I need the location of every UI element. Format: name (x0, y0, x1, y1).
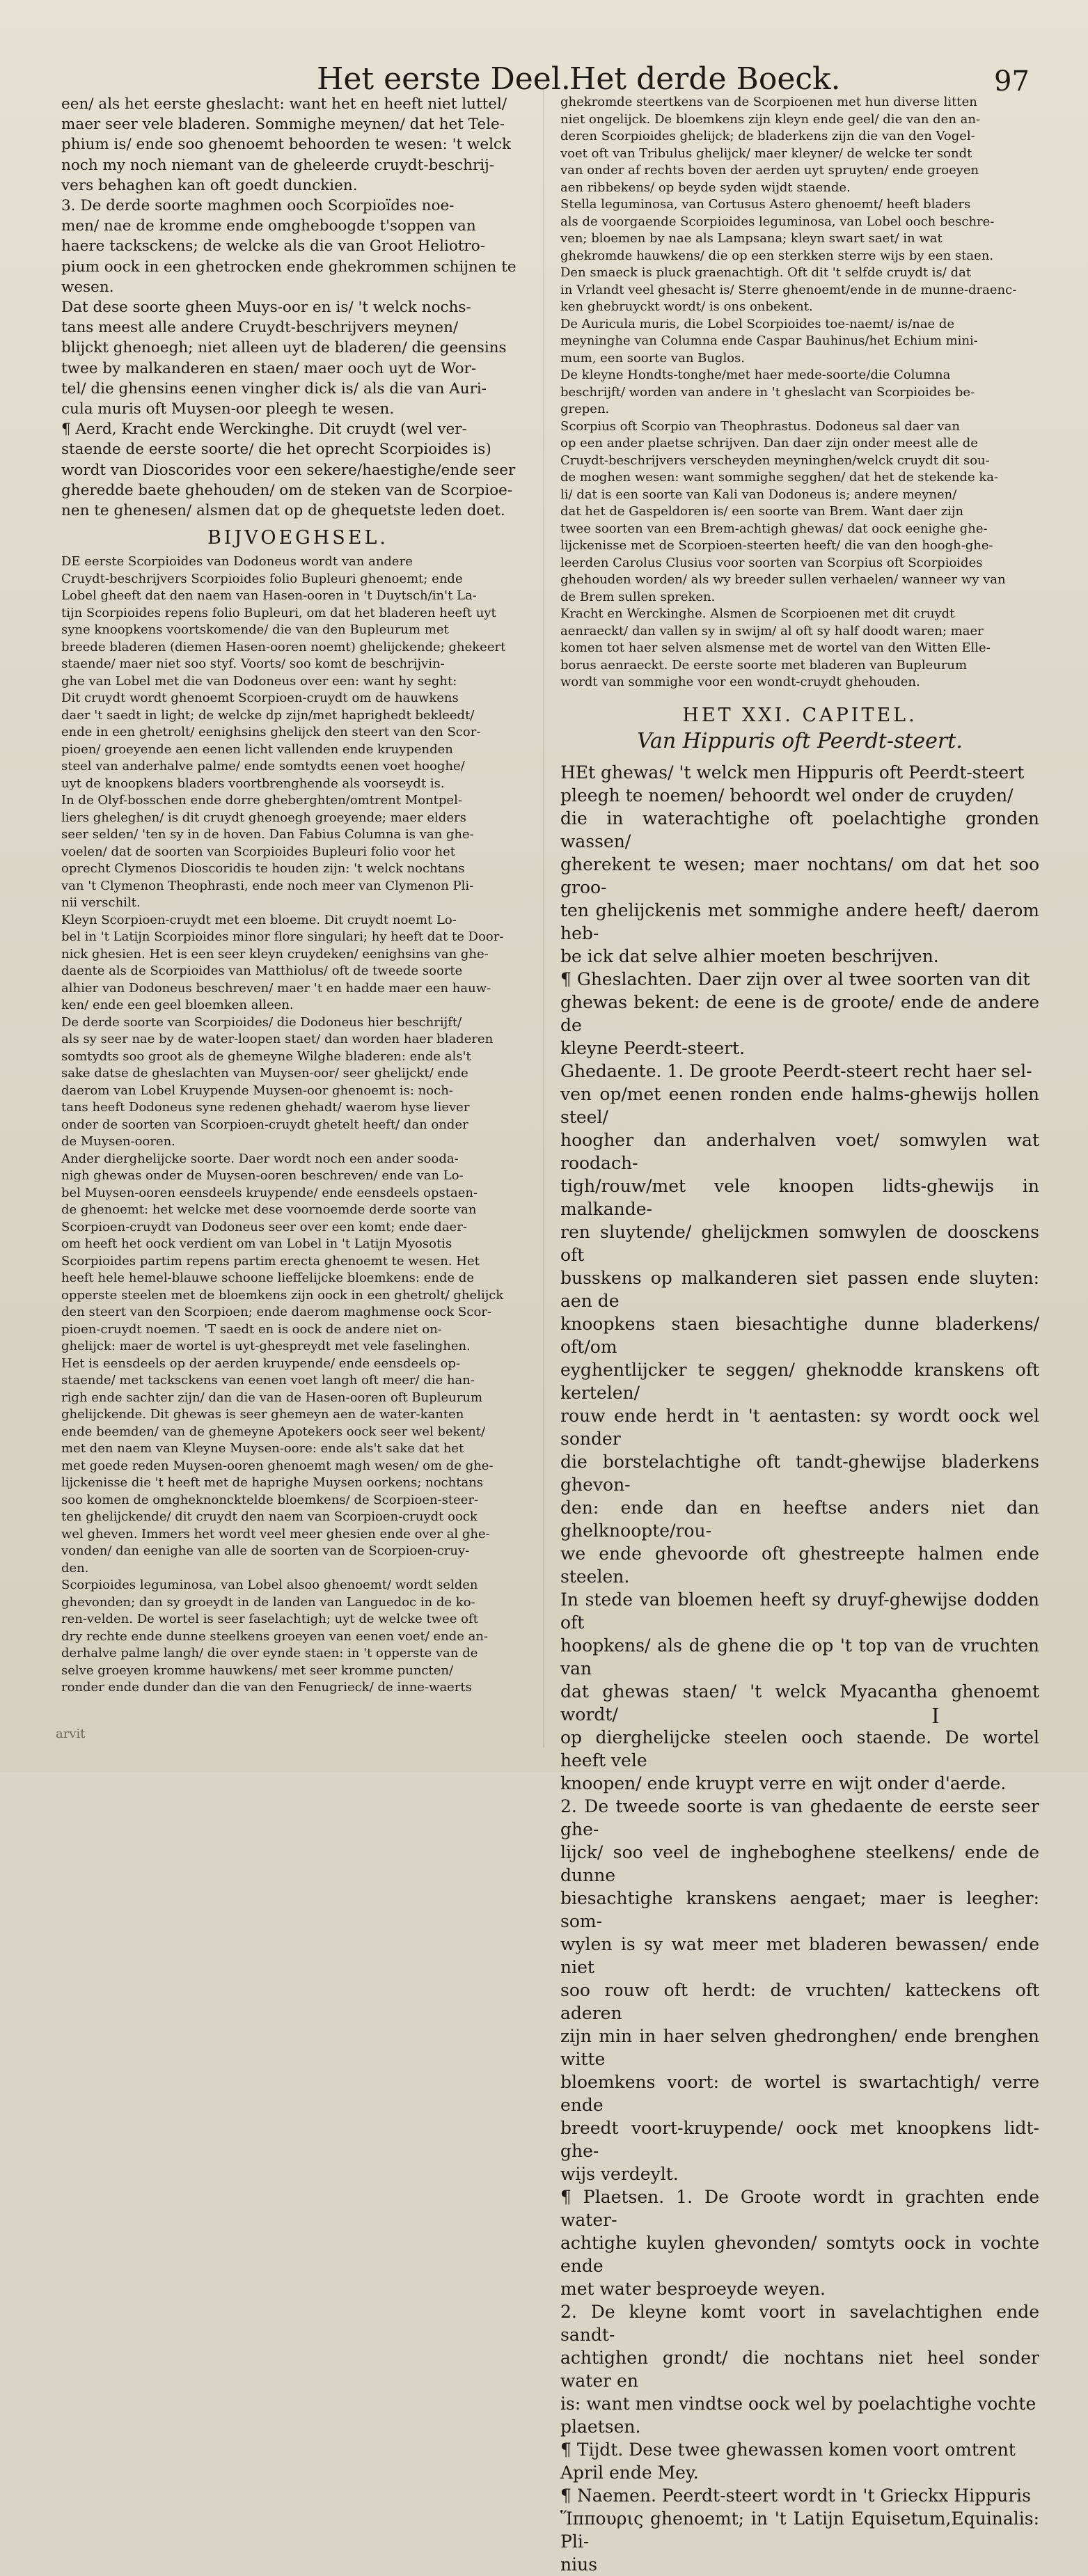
text-line: men/ nae de kromme ende omgheboogde t'soppen van (61, 217, 476, 235)
text-line: van onder af rechts boven der aerden uyt spruyten/ ende groeyen (560, 163, 979, 178)
text-line: wesen. (61, 278, 114, 296)
text-line: voelen/ dat de soorten van Scorpioides Bupleuri folio voor het (61, 844, 455, 859)
text-line: ren-velden. De wortel is seer faselachtigh; uyt de welcke twee oft (61, 1612, 478, 1627)
text-line: derhalve palme langh/ die over eynde staen: in 't opperste van de (61, 1646, 478, 1661)
text-line: Kracht en Werckinghe. Alsmen de Scorpioenen met dit cruydt (560, 606, 955, 621)
left-main-text (61, 94, 535, 521)
text-line: op dierghelijcke steelen ooch staende. De wortel heeft vele (560, 1727, 1039, 1770)
text-line: ghelijck: maer de wortel is uyt-ghespreydt met vele faselinghen. (61, 1339, 471, 1354)
text-line: wel gheven. Immers het wordt veel meer ghesien ende over al ghe- (61, 1526, 490, 1541)
header-part-title: Het eerste Deel. (317, 61, 571, 97)
text-line: wijs verdeylt. (560, 2163, 679, 2184)
text-line: ende in een ghetrolt/ eenighsins ghelijck den steert van den Scor- (61, 725, 481, 740)
text-line: staende de eerste soorte/ die het oprecht Scorpioides is) (61, 441, 491, 459)
text-line: Dat dese soorte gheen Muys-oor en is/ 't welck nochs- (61, 299, 471, 317)
right-bijvoeghsel-text (560, 94, 1039, 691)
text-line: uyt de knoopkens bladers voortbrenghende als voorseydt is. (61, 776, 445, 791)
text-line: twee by malkanderen en staen/ maer ooch uyt de Wor- (61, 359, 477, 377)
text-line: den. (61, 1560, 89, 1576)
text-line: ¶ Naemen. Peerdt-steert wordt in 't Grieckx Hippuris (560, 2485, 1031, 2506)
text-line: Scorpioides partim repens partim erecta ghenoemt te wesen. Het (61, 1253, 480, 1269)
text-line: ¶ Aerd, Kracht ende Werckinghe. Dit cruydt (wel ver- (61, 421, 467, 439)
text-line: zijn min in haer selven ghedronghen/ ende brenghen witte (560, 2025, 1039, 2069)
text-line: ghewas bekent: de eene is de groote/ ende de andere de (560, 991, 1039, 1035)
text-line: lijck/ soo veel de ingheboghene steelkens/ ende de dunne (560, 1841, 1039, 1885)
text-line: pioen-cruydt noemen. 'T saedt en is oock de andere niet on- (61, 1321, 442, 1337)
text-line: bel Muysen-ooren eensdeels kruypende/ ende eensdeels opstaen- (61, 1185, 478, 1200)
text-line: ende beemden/ van de ghemeyne Apotekers oock seer wel bekent/ (61, 1424, 486, 1439)
text-line: soo rouw oft herdt: de vruchten/ katteckens oft aderen (560, 1979, 1039, 2023)
text-line: we ende ghevoorde oft ghestreepte halmen ende steelen. (560, 1543, 1039, 1587)
text-line: bloemkens voort: de wortel is swartachtigh/ verre ende (560, 2071, 1039, 2115)
text-line: daerom van Lobel Kruypende Muysen-oor ghenoemt is: noch- (61, 1083, 453, 1098)
text-line: plaetsen. (560, 2416, 641, 2437)
text-line: ten ghelijckende/ dit cruydt den naem van Scorpioen-cruydt oock (61, 1509, 478, 1525)
text-line: staende/ maer niet soo styf. Voorts/ soo komt de beschrijvin- (61, 657, 445, 672)
text-line: righ ende sachter zijn/ dan die van de Hasen-ooren oft Bupleurum (61, 1390, 483, 1405)
text-line: tans meest alle andere Cruydt-beschrijvers meynen/ (61, 319, 459, 337)
text-line: knoopkens staen biesachtighe dunne bladerkens/ oft/om (560, 1313, 1039, 1357)
text-line: wylen is sy wat meer met bladeren bewassen/ ende niet (560, 1933, 1039, 1977)
text-line: staende/ met tacksckens van eenen voet langh oft meer/ die han- (61, 1373, 475, 1388)
text-line: achtighen grondt/ die nochtans niet heel sonder water en (560, 2347, 1039, 2391)
text-line: dry rechte ende dunne steelkens groeyen van eenen voet/ ende an- (61, 1628, 489, 1644)
text-line: achtighe kuylen ghevonden/ somtyts oock in vochte ende (560, 2232, 1039, 2276)
text-line: tigh/rouw/met vele knoopen lidts-ghewijs in malkande- (560, 1175, 1039, 1219)
text-line: borus aenraeckt. De eerste soorte met bladeren van Bupleurum (560, 657, 968, 673)
bijvoeghsel-heading: BIJVOEGHSEL. (207, 527, 389, 549)
text-line: aenraeckt/ dan vallen sy in swijm/ al oft sy half doodt waren; maer (560, 623, 984, 638)
text-line: nick ghesien. Het is een seer kleyn cruydeken/ eenighsins van ghe- (61, 946, 489, 961)
text-line: met water besproeyde weyen. (560, 2278, 826, 2299)
text-line: heeft hele hemel-blauwe schoone lieffelijcke bloemkens: ende de (61, 1271, 475, 1286)
text-line: Cruydt-beschrijvers verscheyden meyninghen/welck cruydt dit sou- (560, 453, 990, 468)
text-line: nius (560, 2554, 598, 2575)
text-line: gherekent te wesen; maer nochtans/ om dat het soo groo- (560, 854, 1039, 897)
text-line: rouw ende herdt in 't aentasten: sy wordt oock wel sonder (560, 1405, 1039, 1449)
text-line: somtydts soo groot als de ghemeyne Wilghe bladeren: ende als't (61, 1049, 471, 1064)
left-bijvoeghsel-text (61, 553, 535, 1697)
text-line: van 't Clymenon Theophrasti, ende noch meer van Clymenon Pli- (61, 878, 474, 893)
text-line: ren sluytende/ ghelijckmen somwylen de doosckens oft (560, 1221, 1039, 1265)
text-line: ghevonden; dan sy groeydt in de landen van Languedoc in de ko- (61, 1594, 475, 1610)
text-line: bel in 't Latijn Scorpioides minor flore singulari; hy heeft dat te Door- (61, 929, 504, 945)
text-line: nii verschilt. (61, 895, 141, 911)
text-line: voet oft van Tribulus ghelijck/ maer kleyner/ de welcke ter sondt (560, 146, 972, 161)
text-line: seer selden/ 'ten sy in de hoven. Dan Fabius Columna is van ghe- (61, 827, 474, 842)
text-line: cula muris oft Muysen-oor pleegh te wesen. (61, 400, 395, 418)
text-line: 3. De derde soorte maghmen ooch Scorpioïdes noe- (61, 197, 455, 215)
header-book-title: Het derde Boeck. (569, 61, 841, 97)
signature-mark: I (931, 1704, 940, 1729)
text-line: Ghedaente. 1. De groote Peerdt-steert recht haer sel- (560, 1060, 1032, 1081)
text-line: is: want men vindtse oock wel by poelachtighe vochte (560, 2393, 1036, 2414)
text-line: soo komen de omgheknoncktelde bloemkens/ de Scorpioen-steer- (61, 1492, 479, 1507)
text-line: blijckt ghenoegh; niet alleen uyt de bladeren/ die geensins (61, 339, 507, 357)
page-number: 97 (994, 65, 1030, 97)
text-line: pioen/ groeyende aen eenen licht vallenden ende kruypenden (61, 741, 453, 757)
text-line: De kleyne Hondts-tonghe/met haer mede-soorte/die Columna (560, 368, 951, 382)
text-line: niet ongelijck. De bloemkens zijn kleyn ende geel/ die van den an- (560, 111, 981, 127)
text-line: Stella leguminosa, van Cortusus Astero ghenoemt/ heeft bladers (560, 197, 971, 212)
chapter-text (560, 761, 1039, 2576)
text-line: Het is eensdeels op der aerden kruypende/ ende eensdeels op- (61, 1356, 461, 1371)
text-line: meyninghe van Columna ende Caspar Bauhinus/het Echium mini- (560, 333, 978, 348)
text-line: de ghenoemt: het welcke met dese voornoemde derde soorte van (61, 1202, 477, 1218)
text-line: ken/ ende een geel bloemken alleen. (61, 998, 294, 1013)
text-line: daer 't saedt in light; de welcke dp zijn/met haprighedt bekleedt/ (61, 707, 475, 723)
text-line: Den smaeck is pluck graenachtigh. Oft dit 't selfde cruydt is/ dat (560, 265, 972, 280)
text-line: Ἵππουρις ghenoemt; in 't Latijn Equisetum,Equinalis: Pli- (560, 2508, 1039, 2552)
text-line: DE eerste Scorpioides van Dodoneus wordt van andere (61, 554, 413, 570)
text-line: hoopkens/ als de ghene die op 't top van de vruchten van (560, 1635, 1039, 1679)
text-line: vonden/ dan eenighe van alle de soorten van de Scorpioen-cruy- (61, 1544, 470, 1559)
text-line: ronder ende dunder dan die van den Fenugrieck/ de inne-waerts (61, 1680, 472, 1695)
text-line: 2. De tweede soorte is van ghedaente de eerste seer ghe- (560, 1796, 1039, 1839)
right-column (560, 94, 1039, 2575)
text-line: op een ander plaetse schrijven. Dan daer zijn onder meest alle de (560, 436, 978, 450)
text-line: hoogher dan anderhalven voet/ somwylen wat roodach- (560, 1129, 1039, 1173)
text-line: ¶ Gheslachten. Daer zijn over al twee soorten van dit (560, 968, 1030, 989)
text-line: nen te ghenesen/ alsmen dat op de ghequetste leden doet. (61, 502, 505, 520)
text-line: noch my noch niemant van de gheleerde cruydt-beschrij- (61, 156, 495, 174)
text-line: een/ als het eerste gheslacht: want het en heeft niet luttel/ (61, 95, 507, 113)
text-line: Lobel gheeft dat den naem van Hasen-ooren in 't Duytsch/in't La- (61, 588, 477, 604)
text-line: April ende Mey. (560, 2462, 699, 2483)
text-line: alhier van Dodoneus beschreven/ maer 't en hadde maer een hauw- (61, 980, 491, 996)
text-line: die borstelachtighe oft tandt-ghewijse bladerkens ghevon- (560, 1451, 1039, 1495)
text-line: HEt ghewas/ 't welck men Hippuris oft Peerdt-steert (560, 762, 1025, 783)
text-line: Scorpius oft Scorpio van Theophrastus. Dodoneus sal daer van (560, 418, 960, 434)
text-line: onder de soorten van Scorpioen-cruydt ghetelt heeft/ dan onder (61, 1117, 468, 1132)
bottom-mark: arvit (56, 1727, 86, 1741)
text-line: ghehouden worden/ als wy breeder sullen verhaelen/ wanneer wy van (560, 572, 1006, 587)
text-line: De derde soorte van Scorpioides/ die Dodoneus hier beschrijft/ (61, 1014, 462, 1030)
text-line: ten ghelijckenis met sommighe andere heeft/ daerom heb- (560, 900, 1039, 943)
text-line: wordt van sommighe voor een wondt-cruydt ghehouden. (560, 675, 920, 689)
text-line: ven op/met eenen ronden ende halms-ghewijs hollen steel/ (560, 1083, 1039, 1127)
column-gutter (543, 84, 544, 1748)
text-line: breedt voort-kruypende/ oock met knoopkens lidt-ghe- (560, 2117, 1039, 2161)
text-line: 2. De kleyne komt voort in savelachtighen ende sandt- (560, 2301, 1039, 2345)
text-line: leerden Carolus Clusius voor soorten van Scorpius oft Scorpioides (560, 555, 983, 570)
text-line: maer seer vele bladeren. Sommighe meynen/ dat het Tele- (61, 116, 505, 134)
text-line: busskens op malkanderen siet passen ende sluyten: aen de (560, 1267, 1039, 1311)
text-line: sake datse de gheslachten van Muysen-oor/ seer ghelijckt/ ende (61, 1066, 468, 1081)
text-line: opperste steelen met de bloemkens zijn oock in een ghetrolt/ ghelijck (61, 1287, 504, 1303)
text-line: daente als de Scorpioides van Matthiolus/ oft de tweede soorte (61, 964, 463, 979)
text-line: syne knoopkens voortskomende/ die van den Bupleurum met (61, 622, 449, 638)
text-line: lijckenisse die 't heeft met de haprighe Muysen oorkens; nochtans (61, 1475, 484, 1491)
text-line: In stede van bloemen heeft sy druyf-ghewijse dodden oft (560, 1589, 1039, 1633)
text-line: tans heeft Dodoneus syne redenen ghehadt/ waerom hyse liever (61, 1100, 470, 1115)
left-column (61, 94, 535, 1751)
text-line: ¶ Plaetsen. 1. De Groote wordt in grachten ende water- (560, 2186, 1039, 2230)
text-line: om heeft het oock verdient om van Lobel in 't Latijn Myosotis (61, 1236, 452, 1252)
text-line: ghelijckende. Dit ghewas is seer ghemeyn aen de water-kanten (61, 1407, 464, 1422)
text-line: Ander dierghelijcke soorte. Daer wordt noch een ander sooda- (61, 1151, 459, 1166)
text-line: ghe van Lobel met die van Dodoneus over een: want hy seght: (61, 673, 457, 689)
text-line: dat het de Gaspeldoren is/ een soorte van Brem. Want daer zijn (560, 504, 964, 519)
text-line: gheredde baete ghehouden/ om de steken van de Scorpioe- (61, 481, 513, 499)
text-line: komen tot haer selven alsmense met de wortel van den Witten Elle- (560, 641, 991, 655)
text-line: grepen. (560, 402, 610, 416)
text-line: phium is/ ende soo ghenoemt behoorden te wesen: 't welck (61, 136, 512, 154)
text-line: vers behaghen kan oft goedt dunckien. (61, 176, 358, 194)
text-line: liers gheleghen/ is dit cruydt ghenoegh groeyende; maer elders (61, 810, 466, 825)
text-line: pleegh te noemen/ behoordt wel onder de cruyden/ (560, 785, 1014, 806)
text-line: In de Olyf-bosschen ende dorre gheberghten/omtrent Montpel- (61, 793, 462, 808)
text-line: knoopen/ ende kruypt verre en wijt onder d'aerde. (560, 1773, 1007, 1793)
text-line: breede bladeren (diemen Hasen-ooren noemt) ghelijckende; ghekeert (61, 639, 506, 654)
text-line: li/ dat is een soorte van Kali van Dodoneus is; andere meynen/ (560, 487, 957, 502)
text-line: biesachtighe kranskens aengaet; maer is leegher: som- (560, 1887, 1039, 1931)
text-line: Scorpioen-cruydt van Dodoneus seer over een komt; ende daer- (61, 1219, 467, 1234)
text-line: ken ghebruyckt wordt/ is ons onbekent. (560, 299, 813, 314)
text-line: pium oock in een ghetrocken ende ghekrommen schijnen te (61, 258, 517, 276)
text-line: aen ribbekens/ op beyde syden wijdt staende. (560, 180, 851, 195)
text-line: ghekromde hauwkens/ die op een sterkken sterre wijs by een staen. (560, 248, 994, 263)
text-line: deren Scorpioides ghelijck; de bladerkens zijn die van den Vogel- (560, 129, 975, 143)
text-line: die in waterachtighe oft poelachtighe gronden wassen/ (560, 808, 1039, 851)
text-line: lijckenisse met de Scorpioen-steerten heeft/ die van den hoogh-ghe- (560, 538, 993, 553)
text-line: be ick dat selve alhier moeten beschrijven. (560, 945, 939, 966)
text-line: ven; bloemen by nae als Lampsana; kleyn swart saet/ in wat (560, 231, 943, 246)
text-line: Dit cruydt wordt ghenoemt Scorpioen-cruydt om de hauwkens (61, 691, 459, 706)
text-line: Scorpioides leguminosa, van Lobel alsoo ghenoemt/ wordt selden (61, 1578, 478, 1593)
text-line: den steert van den Scorpioen; ende daerom maghmense oock Scor- (61, 1305, 491, 1320)
text-line: oprecht Clymenos Dioscoridis te houden zijn: 't welck nochtans (61, 861, 465, 877)
text-line: kleyne Peerdt-steert. (560, 1037, 746, 1058)
text-line: ¶ Tijdt. Dese twee ghewassen komen voort omtrent (560, 2439, 1016, 2460)
text-line: als de voorgaende Scorpioides leguminosa, van Lobel ooch beschre- (560, 214, 995, 229)
text-line: in Vrlandt veel ghesacht is/ Sterre ghenoemt/ende in de munne-draenc- (560, 282, 1017, 297)
text-line: Cruydt-beschrijvers Scorpioides folio Bupleuri ghenoemt; ende (61, 571, 463, 586)
text-line: tijn Scorpioides repens folio Bupleuri, om dat het bladeren heeft uyt (61, 605, 496, 620)
text-line: ghekromde steertkens van de Scorpioenen met hun diverse litten (560, 95, 977, 109)
text-line: steel van anderhalve palme/ ende somtydts eenen voet hooghe/ (61, 759, 465, 774)
chapter-subheading: Van Hippuris oft Peerdt-steert. (637, 728, 963, 753)
text-line: de Brem sullen spreken. (560, 589, 716, 604)
text-line: twee soorten van een Brem-achtigh ghewas/ dat oock eenighe ghe- (560, 521, 988, 536)
text-line: als sy seer nae by de water-loopen staet/ dan worden haer bladeren (61, 1032, 494, 1047)
text-line: mum, een soorte van Buglos. (560, 350, 746, 366)
text-line: selve groeyen kromme hauwkens/ met seer kromme puncten/ (61, 1663, 454, 1678)
text-line: beschrijft/ worden van andere in 't gheslacht van Scorpioides be- (560, 384, 975, 400)
text-line: dat ghewas staen/ 't welck Myacantha ghenoemt wordt/ (560, 1681, 1039, 1725)
text-line: de moghen wesen: want sommighe segghen/ dat het de stekende ka- (560, 470, 999, 485)
text-line: den: ende dan en heeftse anders niet dan ghelknoopte/rou- (560, 1497, 1039, 1541)
text-line: de Muysen-ooren. (61, 1134, 175, 1149)
text-line: De Auricula muris, die Lobel Scorpioides toe-naemt/ is/nae de (560, 316, 955, 331)
chapter-heading: HET XXI. CAPITEL. (682, 704, 917, 726)
text-line: nigh ghewas onder de Muysen-ooren beschreven/ ende van Lo- (61, 1168, 464, 1184)
text-line: haere tacksckens; de welcke als die van Groot Heliotro- (61, 237, 486, 256)
text-line: eyghentlijcker te seggen/ gheknodde kranskens oft kertelen/ (560, 1359, 1039, 1403)
text-line: wordt van Dioscorides voor een sekere/haestighe/ende seer (61, 461, 516, 479)
text-line: Kleyn Scorpioen-cruydt met een bloeme. Dit cruydt noemt Lo- (61, 912, 457, 927)
text-line: tel/ die ghensins eenen vingher dick is/ als die van Auri- (61, 379, 487, 398)
text-line: met goede reden Muysen-ooren ghenoemt magh wesen/ om de ghe- (61, 1458, 494, 1473)
text-line: met den naem van Kleyne Muysen-oore: ende als't sake dat het (61, 1441, 464, 1456)
